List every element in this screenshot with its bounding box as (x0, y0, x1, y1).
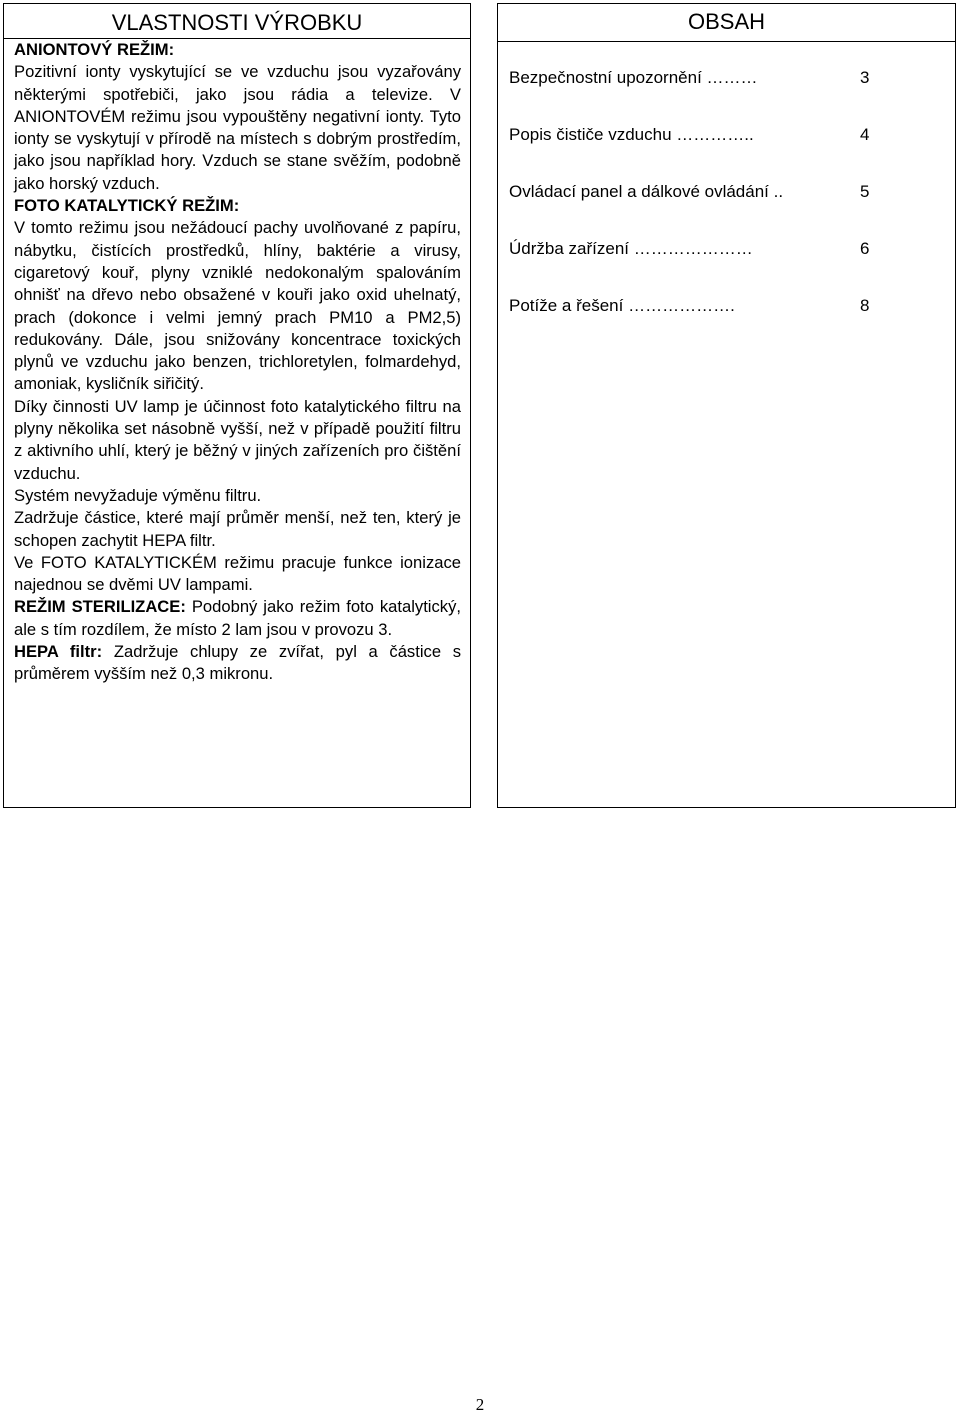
sterilization-paragraph (14, 596, 461, 641)
photo-catalytic-text-2: Díky činnosti UV lamp je účinnost foto katalytického filtru na plyny několika set násobně vyšší, než v případě použití filtru z aktivního uhlí, který je běžný v jiných zařízeních pro čištění vzduchu. (14, 396, 461, 483)
toc-entry-page: 5 (860, 182, 870, 201)
toc-entry[interactable] (509, 238, 955, 295)
toc-entry-label: Bezpečnostní upozornění ……… (509, 68, 758, 87)
toc-entry-label: Údržba zařízení ………………… (509, 239, 753, 258)
sterilization-heading: REŽIM STERILIZACE: (14, 597, 186, 617)
hepa-heading: HEPA filtr: (14, 642, 103, 662)
product-features-title: VLASTNOSTI VÝROBKU (111, 10, 363, 35)
toc-entry[interactable] (509, 124, 955, 181)
toc-title: OBSAH (687, 9, 766, 34)
table-of-contents-panel (497, 3, 956, 808)
toc-entry-label: Popis čističe vzduchu ………….. (509, 125, 754, 144)
anion-mode-text: Pozitivní ionty vyskytující se ve vzduchu jsou vyzařovány některými spotřebiči, jako jsou rádia a televize. V ANIONTOVÉM režimu jsou vypouštěny negativní ionty. Tyto ionty se vyskytují v přírodě na místech s dobrým prostředím, jako jsou například hory. Vzduch se stane svěžím, podobně jako horský vzduch. (14, 62, 461, 193)
photo-catalytic-text-1: V tomto režimu jsou nežádoucí pachy uvolňované z papíru, nábytku, čistících prostředků, hlíny, baktérie a virusy, cigaretový kouř, plyny vzniklé nedokonalým spalováním ohnišť na dřevo nebo obsažené v kouři jako oxid uhelnatý, prach (dokonce i velmi jemný prach PM10 a PM2,5) redukovány. Dále, jsou snižovány koncentrace toxických plynů ve vzduchu jako benzen, trichloretylen, folmardehyd, amoniak, kysličník siřičitý. (14, 218, 461, 394)
sterilization-text: Podobný jako režim foto katalytický, ale s tím rozdílem, že místo 2 lam jsou v provozu 3. (14, 597, 461, 639)
toc-entry[interactable] (509, 67, 955, 124)
photo-catalytic-text-5: Ve FOTO KATALYTICKÉM režimu pracuje funkce ionizace najednou se dvěmi UV lampami. (14, 552, 461, 595)
toc-entry[interactable] (509, 181, 955, 238)
page-number: 2 (475, 1395, 485, 1414)
photo-catalytic-text-3: Systém nevyžaduje výměnu filtru. (14, 485, 262, 505)
product-features-content (4, 39, 470, 686)
toc-entry[interactable] (509, 295, 955, 352)
toc-entry-label: Potíže a řešení ………………. (509, 296, 735, 315)
photo-catalytic-heading: FOTO KATALYTICKÝ REŽIM: (14, 196, 240, 216)
toc-entry-label: Ovládací panel a dálkové ovládání .. (509, 182, 784, 201)
hepa-paragraph (14, 641, 461, 686)
anion-mode-heading: ANIONTOVÝ REŽIM: (14, 40, 175, 59)
toc-entry-page: 3 (860, 68, 870, 87)
toc-list (498, 42, 955, 352)
toc-entry-page: 6 (860, 239, 870, 258)
product-features-panel (3, 3, 471, 808)
photo-catalytic-text-4: Zadržuje částice, které mají průměr menší, než ten, který je schopen zachytit HEPA filtr. (14, 508, 461, 550)
hepa-text: Zadržuje chlupy ze zvířat, pyl a částice s průměrem vyšším než 0,3 mikronu. (14, 642, 462, 684)
toc-entry-page: 4 (860, 125, 870, 144)
toc-entry-page: 8 (860, 296, 870, 315)
